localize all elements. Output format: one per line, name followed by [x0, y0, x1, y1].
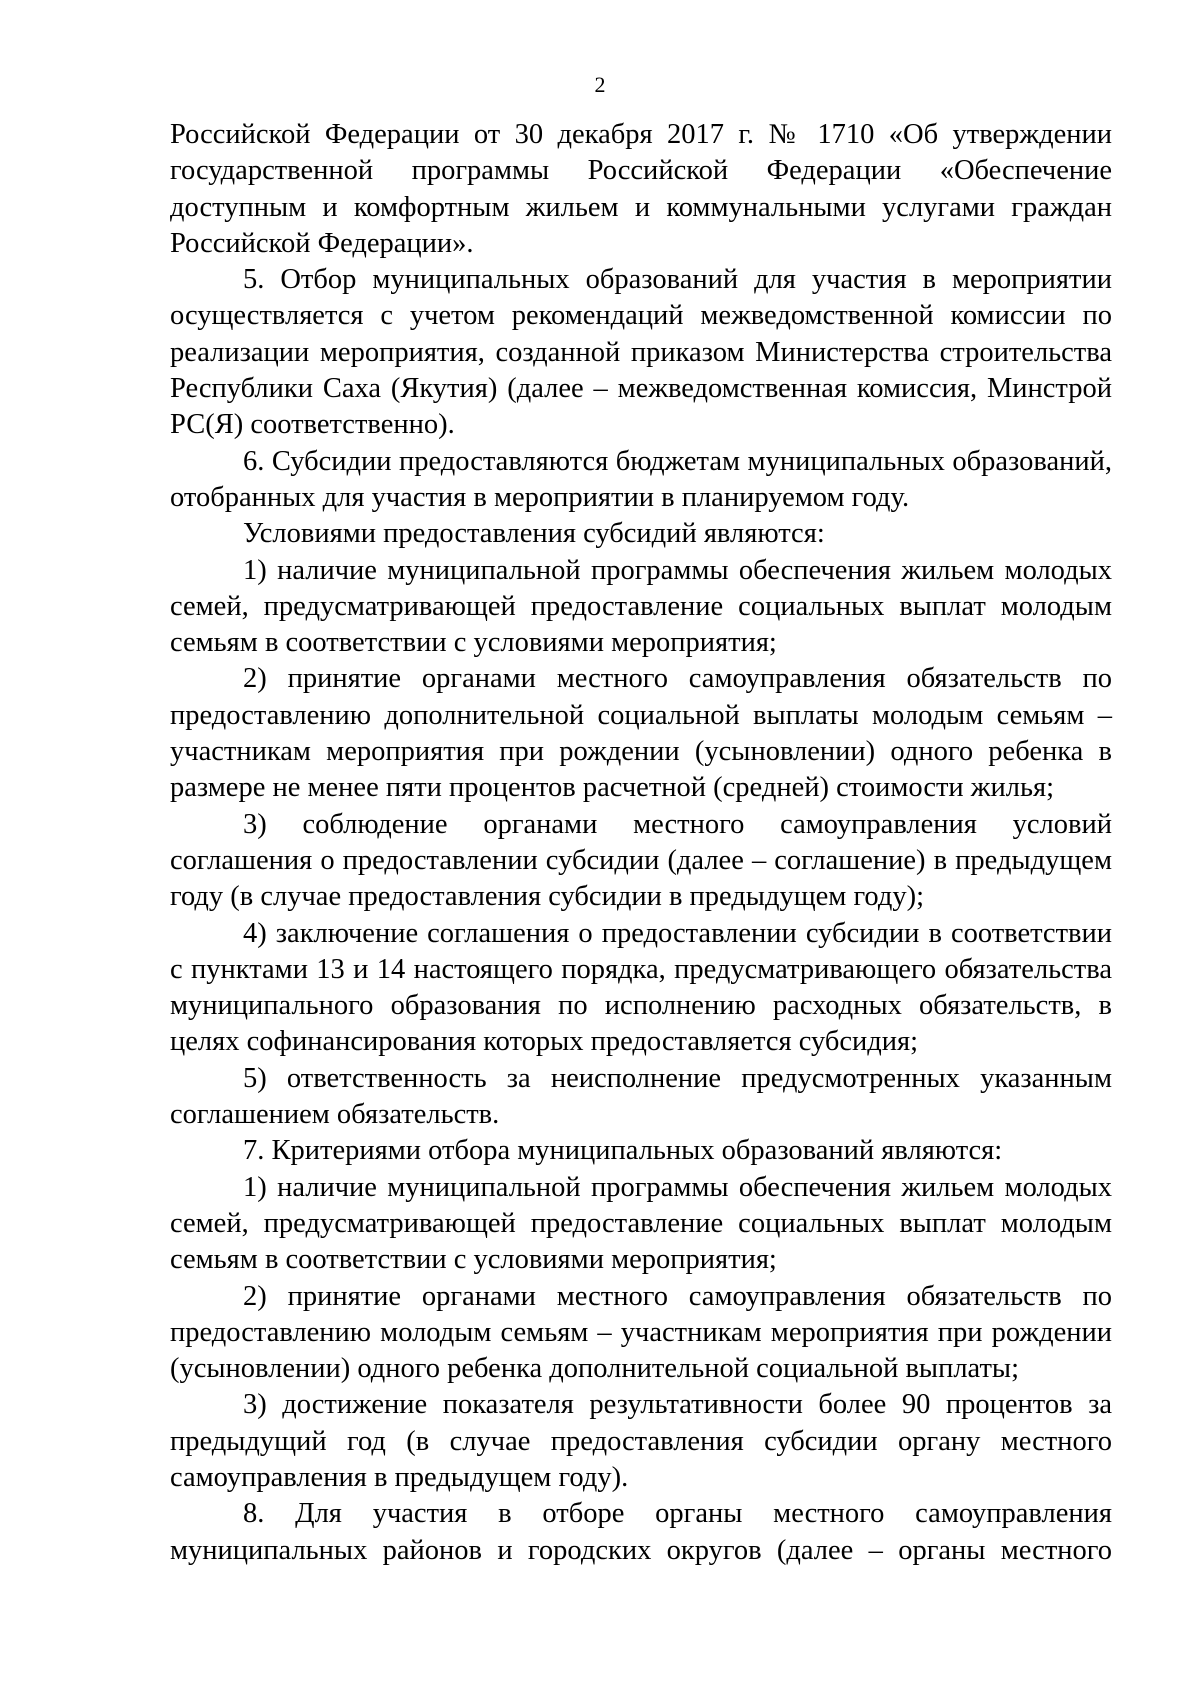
paragraph-item-7-criteria: 7. Критериями отбора муниципальных образований являются: — [243, 1135, 1003, 1167]
paragraph-criterion-2: 2) принятие органами местного самоуправления обязательств по предоставлению молодым семьям – участникам мероприятия при рождении (усыновлении) одного ребенка дополнительной социальной выплаты; — [170, 1280, 1112, 1385]
paragraph-condition-5: 5) ответственность за неисполнение предусмотренных указанным соглашением обязательств. — [170, 1062, 1112, 1131]
paragraph-condition-2: 2) принятие органами местного самоуправления обязательств по предоставлению дополнительной социальной выплаты молодым семьям – участникам мероприятия при рождении (усыновлении) одного ребенка в размере не менее пяти процентов расчетной (средней) стоимости жилья; — [170, 663, 1112, 804]
paragraph-condition-1: 1) наличие муниципальной программы обеспечения жильем молодых семей, предусматривающей предоставление социальных выплат молодым семьям в соответствии с условиями мероприятия; — [170, 554, 1112, 659]
page-number: 2 — [594, 72, 606, 97]
paragraph-criterion-3: 3) достижение показателя результативности более 90 процентов за предыдущий год (в случае предоставления субсидии органу местного самоуправления в предыдущем году). — [170, 1389, 1112, 1493]
paragraph-item-8-participation: 8. Для участия в отборе органы местного самоуправления муниципальных районов и городских округов (далее – органы местного — [170, 1498, 1112, 1566]
paragraph-federation-program-continuation: Российской Федерации от 30 декабря 2017 г. № 1710 «Об утверждении государственной программы Российской Федерации «Обеспечение доступным и комфортным жильем и коммунальными услугами граждан Российской Федерации». — [170, 119, 1112, 259]
paragraph-condition-4: 4) заключение соглашения о предоставлении субсидии в соответствии с пунктами 13 и 14 настоящего порядка, предусматривающего обязательства муниципального образования по исполнению расходных обязательств, в целях софинансирования которых предоставляется субсидия; — [170, 917, 1112, 1058]
paragraph-condition-3: 3) соблюдение органами местного самоуправления условий соглашения о предоставлении субсидии (далее – соглашение) в предыдущем году (в случае предоставления субсидии в предыдущем году); — [170, 808, 1112, 913]
paragraph-item-6-subsidies: 6. Субсидии предоставляются бюджетам муниципальных образований, отобранных для участия в мероприятии в планируемом году. — [170, 445, 1112, 513]
document-body — [170, 117, 1112, 1569]
paragraph-subsidy-conditions-heading: Условиями предоставления субсидий являются: — [243, 518, 825, 550]
paragraph-item-5-selection: 5. Отбор муниципальных образований для участия в мероприятии осуществляется с учетом рекомендаций межведомственной комиссии по реализации мероприятия, созданной приказом Министерства строительства Республики Саха (Якутия) (далее – межведомственная комиссия, Минстрой РС(Я) соответственно). — [170, 264, 1112, 441]
paragraph-criterion-1: 1) наличие муниципальной программы обеспечения жильем молодых семей, предусматривающей предоставление социальных выплат молодым семьям в соответствии с условиями мероприятия; — [170, 1171, 1112, 1276]
